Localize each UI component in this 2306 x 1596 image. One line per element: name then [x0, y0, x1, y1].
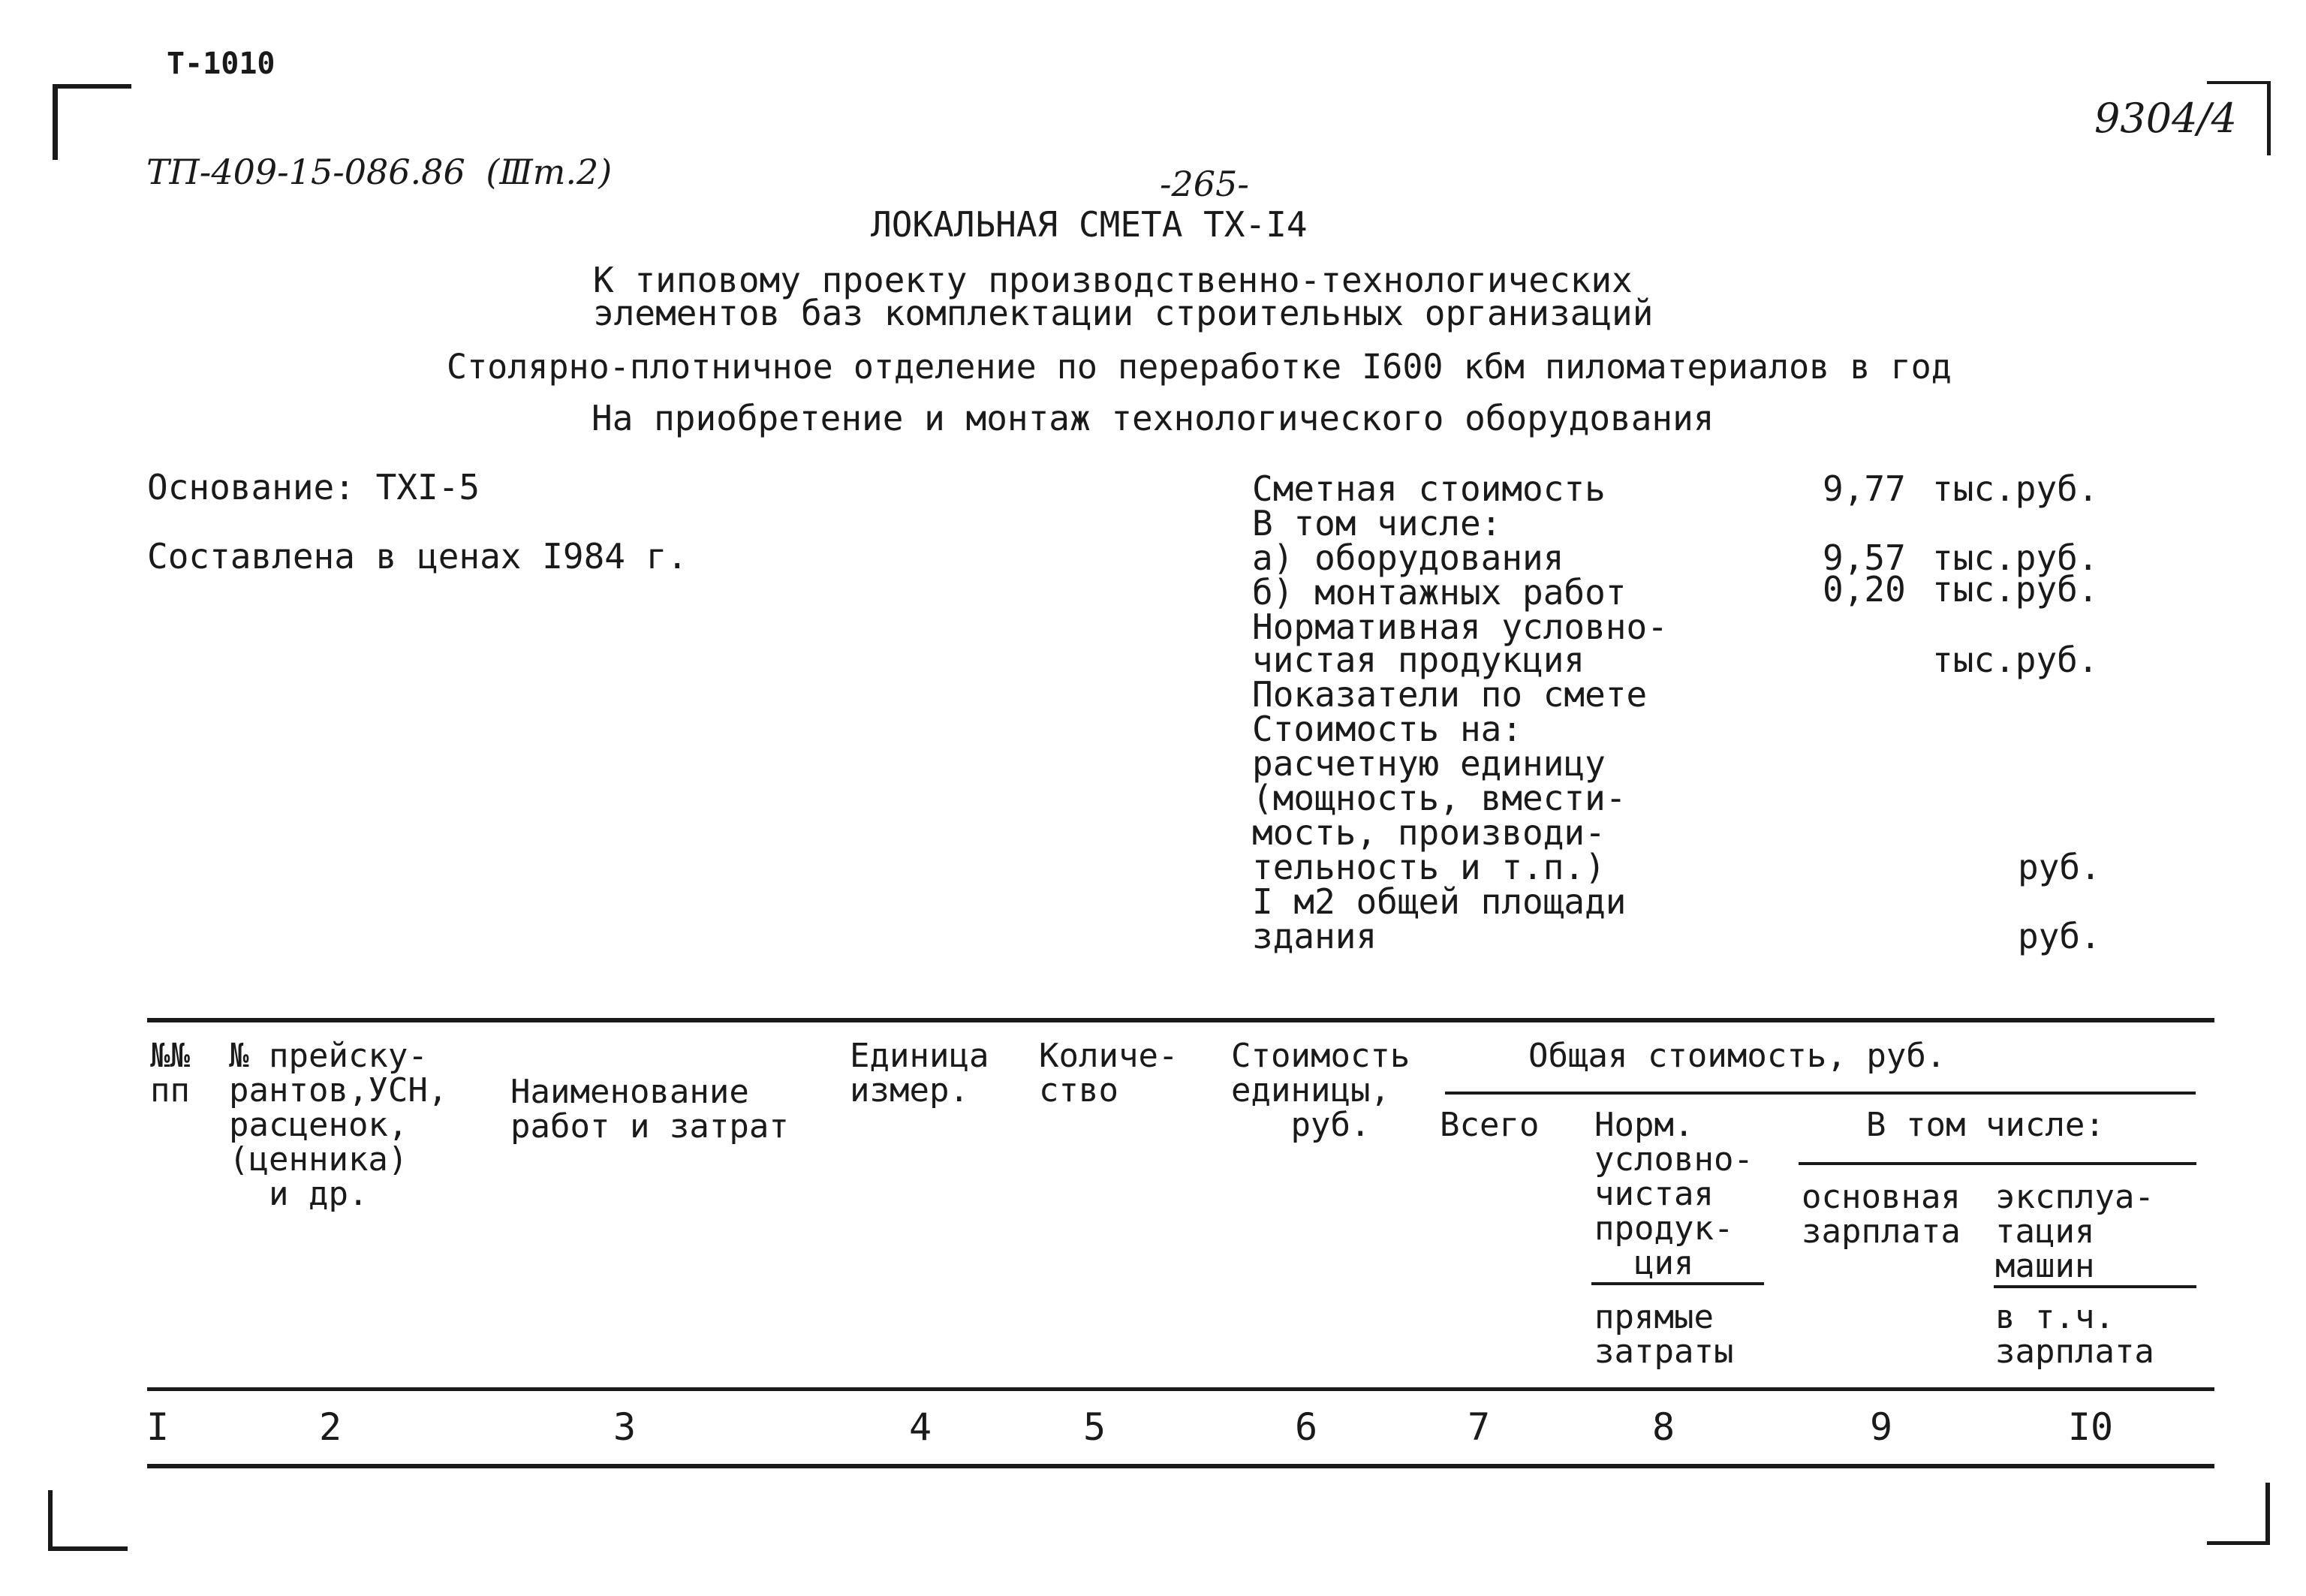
header-bottom-rule [147, 1387, 2214, 1391]
column-number-5: 5 [1082, 1405, 1106, 1449]
group-including-rule [1799, 1162, 2196, 1165]
header-col-1: №№ пп [150, 1037, 190, 1110]
document-code-number: ТП-409-15-086.86 [146, 152, 465, 192]
subtitle-line-4: На приобретение и монтаж технологического оборудования [592, 398, 1714, 438]
cost-unit-11: руб. [2018, 847, 2101, 887]
group-total-rule [1445, 1092, 2196, 1095]
top-code: Т-1010 [167, 47, 275, 81]
header-group-including: В том числе: [1866, 1106, 2105, 1144]
basis-line: Основание: ТХI-5 [147, 467, 480, 507]
cost-value-0: 9,77 [1823, 468, 1906, 509]
document-code-suffix: (Ⅲт.2) [486, 152, 613, 192]
header-col-10-top: эксплуа- тация машин [1995, 1178, 2154, 1285]
header-col-6: Стоимость единицы, руб. [1231, 1037, 1410, 1144]
cost-label-13: здания [1252, 916, 1377, 956]
cost-label-8: расчетную единицу [1252, 743, 1606, 784]
header-col-3: Наименование работ и затрат [510, 1073, 789, 1146]
header-col-8-bottom: прямые затраты [1594, 1298, 1734, 1371]
subtitle-line-2: элементов баз комплектации строительных организаций [593, 293, 1654, 333]
column-number-6: 6 [1294, 1405, 1318, 1449]
col-10-rule [1994, 1285, 2196, 1288]
subtitle-line-1: К типовому проекту производственно-технологических [593, 260, 1633, 300]
table-number-rule [147, 1464, 2214, 1468]
header-col-4: Единица измер. [850, 1037, 989, 1110]
col-8-rule [1591, 1282, 1764, 1285]
cost-label-6: Показатели по смете [1252, 674, 1648, 715]
cost-unit-13: руб. [2018, 916, 2101, 956]
cost-label-0: Сметная стоимость [1252, 468, 1606, 509]
column-number-9: 9 [1869, 1405, 1893, 1449]
cost-label-10: мость, производи- [1252, 812, 1606, 853]
cost-label-11: тельность и т.п.) [1252, 847, 1606, 887]
header-col-10-bottom: в т.ч. зарплата [1995, 1298, 2154, 1371]
header-col-9: основная зарплата [1802, 1178, 1961, 1251]
cost-label-9: (мощность, вмести- [1252, 778, 1627, 818]
column-number-1: I [146, 1405, 170, 1449]
header-col-5: Количе- ство [1039, 1037, 1179, 1110]
cost-label-12: I м2 общей площади [1252, 881, 1627, 922]
sheet-number: 9304/4 [2094, 95, 2237, 142]
column-number-7: 7 [1467, 1405, 1491, 1449]
cost-label-2: а) оборудования [1252, 538, 1564, 578]
header-group-total: Общая стоимость, руб. [1528, 1037, 1946, 1075]
column-number-8: 8 [1651, 1405, 1675, 1449]
cost-unit-0: тыс.руб. [1932, 468, 2099, 509]
table-top-rule [147, 1018, 2214, 1022]
corner-mark-bottom-left [48, 1490, 128, 1551]
cost-label-5: чистая продукция [1252, 640, 1585, 680]
corner-mark-top-left [53, 84, 131, 160]
cost-unit-5: тыс.руб. [1932, 640, 2099, 680]
subtitle-line-3: Столярно-плотничное отделение по переработке I600 кбм пиломатериалов в год [447, 347, 1952, 387]
header-col-8-top: Норм. условно- чистая продук- ция [1594, 1106, 1754, 1282]
document-code [146, 152, 612, 192]
column-number-3: 3 [613, 1405, 637, 1449]
cost-value-3: 0,20 [1823, 569, 1906, 610]
header-col-7: Всего [1440, 1106, 1540, 1144]
header-col-2: № прейску- рантов,УСН, расценок, (ценника) и др. [229, 1037, 448, 1213]
cost-label-4: Нормативная условно- [1252, 607, 1668, 647]
column-number-2: 2 [318, 1405, 342, 1449]
corner-mark-bottom-right [2207, 1483, 2270, 1545]
cost-label-7: Стоимость на: [1252, 709, 1523, 749]
cost-label-3: б) монтажных работ [1252, 572, 1627, 613]
page-number: -265- [1160, 164, 1249, 204]
cost-label-1: В том числе: [1252, 503, 1502, 544]
cost-unit-2: тыс.руб. [1932, 538, 2099, 578]
cost-value-2: 9,57 [1823, 538, 1906, 578]
column-number-4: 4 [908, 1405, 932, 1449]
document-title: ЛОКАЛЬНАЯ СМЕТА ТХ-I4 [871, 204, 1308, 245]
prices-line: Составлена в ценах I984 г. [147, 536, 688, 577]
column-number-10: I0 [2067, 1405, 2114, 1449]
cost-unit-3: тыс.руб. [1932, 569, 2099, 610]
